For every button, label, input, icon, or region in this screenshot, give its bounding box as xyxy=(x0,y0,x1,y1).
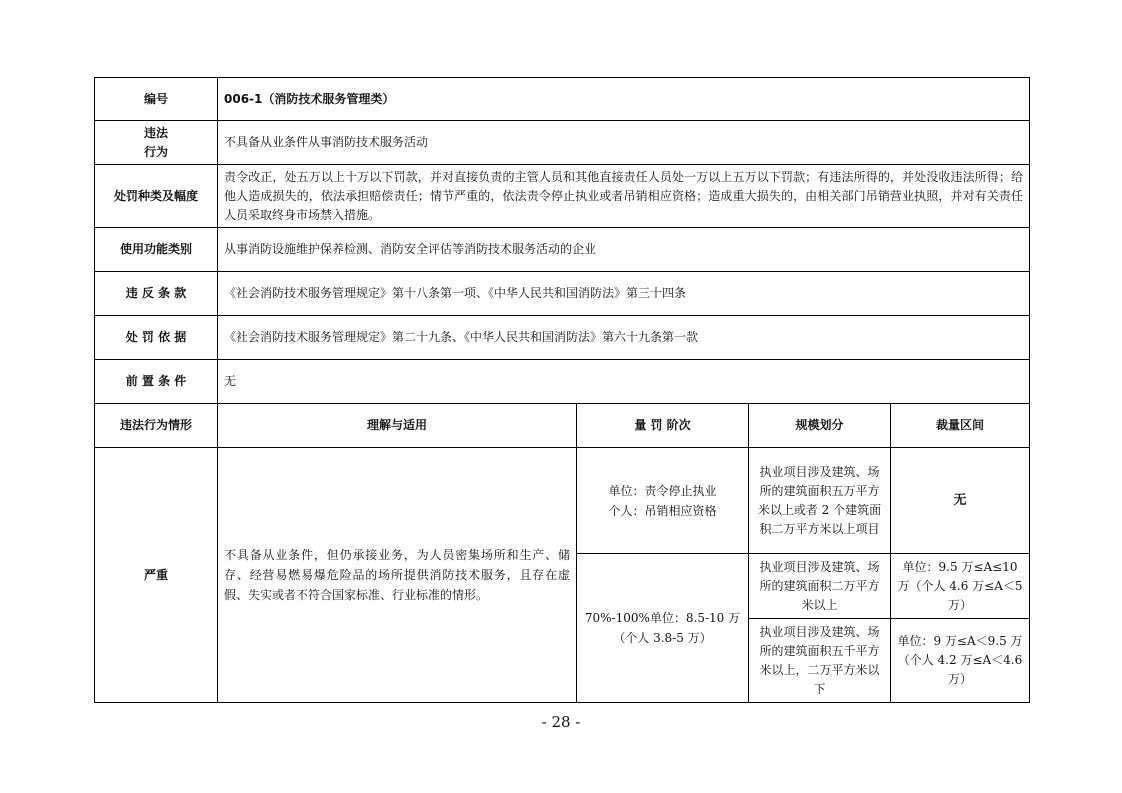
label-number: 编号 xyxy=(95,78,218,121)
row-violated-clause xyxy=(95,272,1030,316)
value-number: 006-1（消防技术服务管理类） xyxy=(218,78,1030,121)
value-violated-clause: 《社会消防技术服务管理规定》第十八条第一项、《中华人民共和国消防法》第三十四条 xyxy=(218,272,1030,316)
value-violation: 不具备从业条件从事消防技术服务活动 xyxy=(218,121,1030,165)
tier1-range: 无 xyxy=(891,448,1030,554)
grid-header-row xyxy=(95,404,1030,448)
tier1-penalty: 单位：责令停止执业 个人：吊销相应资格 xyxy=(577,448,749,554)
label-function-category: 使用功能类别 xyxy=(95,228,218,272)
label-precondition: 前 置 条 件 xyxy=(95,360,218,404)
severe-understanding: 不具备从业条件，但仍承接业务，为人员密集场所和生产、储存、经营易燃易爆危险品的场所提供消防技术服务，且存在虚假、失实或者不符合国家标准、行业标准的情形。 xyxy=(218,448,577,703)
tier2-range-a: 单位：9.5 万≤A≤10 万（个人 4.6 万≤A＜5 万） xyxy=(891,554,1030,619)
row-violation xyxy=(95,121,1030,165)
row-function-category xyxy=(95,228,1030,272)
severe-row-tier1 xyxy=(95,448,1030,554)
tier2-range-b: 单位：9 万≤A＜9.5 万（个人 4.2 万≤A＜4.6 万） xyxy=(891,619,1030,703)
tier2-penalty: 70%-100%单位：8.5-10 万 （个人 3.8-5 万） xyxy=(577,554,749,703)
row-penalty-type xyxy=(95,165,1030,228)
header-understanding: 理解与适用 xyxy=(218,404,577,448)
row-penalty-basis xyxy=(95,316,1030,360)
header-penalty-tier: 量 罚 阶次 xyxy=(577,404,749,448)
label-severe: 严重 xyxy=(95,448,218,703)
penalty-table xyxy=(94,77,1030,703)
row-number xyxy=(95,78,1030,121)
value-penalty-basis: 《社会消防技术服务管理规定》第二十九条、《中华人民共和国消防法》第六十九条第一款 xyxy=(218,316,1030,360)
value-penalty-type: 责令改正，处五万以上十万以下罚款，并对直接负责的主管人员和其他直接责任人员处一万以上五万以下罚款；有违法所得的，并处没收违法所得；给他人造成损失的，依法承担赔偿责任；情节严重的，依法责令停止执业或者吊销相应资格；造成重大损失的，由相关部门吊销营业执照，并对有关责任人员采取终身市场禁入措施。 xyxy=(218,165,1030,228)
label-violated-clause: 违 反 条 款 xyxy=(95,272,218,316)
header-scale: 规模划分 xyxy=(749,404,891,448)
value-function-category: 从事消防设施维护保养检测、消防安全评估等消防技术服务活动的企业 xyxy=(218,228,1030,272)
label-penalty-basis: 处 罚 依 据 xyxy=(95,316,218,360)
label-penalty-type: 处罚种类及幅度 xyxy=(95,165,218,228)
row-precondition xyxy=(95,360,1030,404)
label-violation: 违法 行为 xyxy=(95,121,218,165)
value-precondition: 无 xyxy=(218,360,1030,404)
header-violation-situation: 违法行为情形 xyxy=(95,404,218,448)
tier1-scale: 执业项目涉及建筑、场所的建筑面积五万平方米以上或者 2 个建筑面积二万平方米以上项目 xyxy=(749,448,891,554)
tier2-scale-b: 执业项目涉及建筑、场所的建筑面积五千平方米以上，二万平方米以下 xyxy=(749,619,891,703)
tier2-scale-a: 执业项目涉及建筑、场所的建筑面积二万平方米以上 xyxy=(749,554,891,619)
header-discretion-range: 裁量区间 xyxy=(891,404,1030,448)
page-number: - 28 - xyxy=(541,713,581,731)
